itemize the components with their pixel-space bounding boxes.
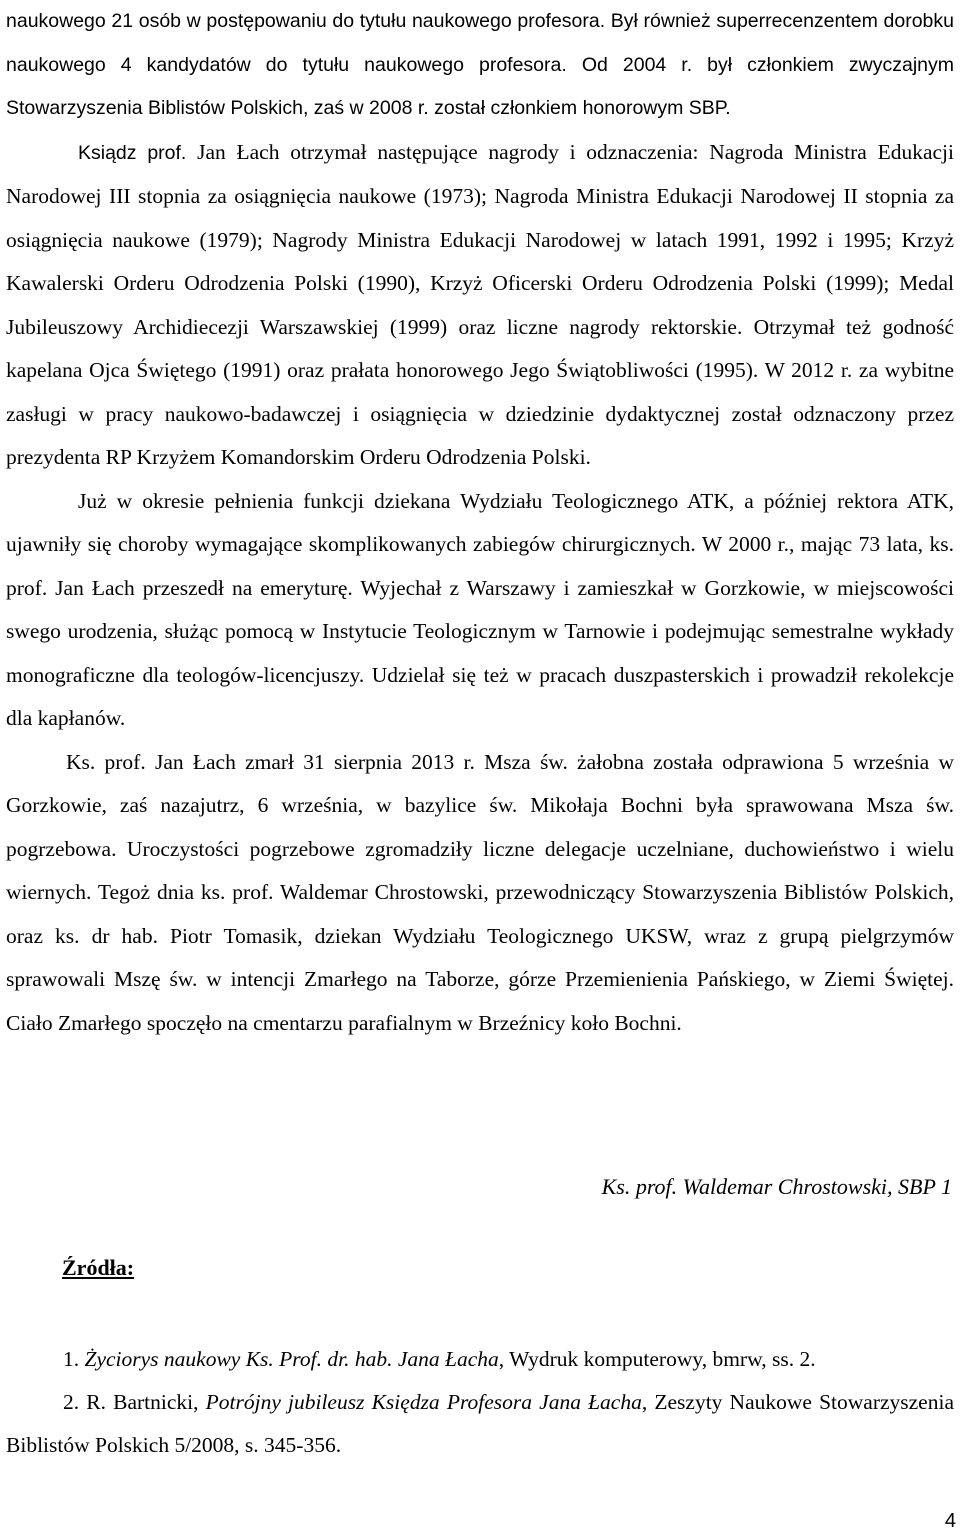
paragraph-retirement: Już w okresie pełnienia funkcji dziekana Wydziału Teologicznego ATK, a później rektora ATK, ujawniły się choroby wymagające skomplikowanych zabiegów chirurgicznych. W 2000 r., mając 73 lata, ks. prof. Jan Łach przeszedł na emeryturę. Wyjechał z Warszawy i zamieszkał w Gorzkowie, w miejscowości swego urodzenia, służąc pomocą w Instytucie Teologicznym w Tarnowie i podejmując semestralne wykłady monograficzne dla teologów-licencjuszy. Udzielał się też w pracach duszpasterskich i prowadził rekolekcje dla kapłanów. [6, 488, 954, 730]
sources-heading: Źródła: [62, 1255, 135, 1280]
awards-text: Jan Łach otrzymał następujące nagrody i odznaczenia: Nagroda Ministra Edukacji Narodowej III stopnia za osiągnięcia naukowe (1973); Nagroda Ministra Edukacji Narodowej II stopnia za osiągnięcia naukowe (1979); Nagrody Ministra Edukacji Narodowej w latach 1991, 1992 i 1995; Krzyż Kawalerski Orderu Odrodzenia Polski (1990), Krzyż Oficerski Orderu Odrodzenia Polski (1999); Medal Jubileuszowy Archidiecezji Warszawskiej (1999) oraz liczne nagrody rektorskie. Otrzymał też godność kapelana Ojca Świętego (1991) oraz prałata honorowego Jego Świątobliwości (1995). W 2012 r. za wybitne zasługi w pracy naukowo-badawczej i osiągnięcia w dziedzinie dydaktycznej został odznaczony przez prezydenta RP Krzyżem Komandorskim Orderu Odrodzenia Polski. [6, 139, 955, 469]
source-2-details: , Zeszyty Naukowe Stowarzyszenia Biblistów Polskich 5/2008, s. 345-356. [6, 1390, 954, 1457]
source-item-1 [6, 1338, 954, 1381]
paragraph-awards [6, 131, 954, 480]
source-2-author: 2. R. Bartnicki, [63, 1390, 206, 1414]
source-1-title: Życiorys naukowy Ks. Prof. dr. hab. Jana Łacha [84, 1347, 499, 1371]
source-item-2 [6, 1381, 954, 1467]
paragraph-death: Ks. prof. Jan Łach zmarł 31 sierpnia 2013 r. Msza św. żałobna została odprawiona 5 września w Gorzkowie, zaś nazajutrz, 6 września, w bazylice św. Mikołaja Bochni była sprawowana Msza św. pogrzebowa. Uroczystości pogrzebowe zgromadziły liczne delegacje uczelniane, duchowieństwo i wielu wiernych. Tegoż dnia ks. prof. Waldemar Chrostowski, przewodniczący Stowarzyszenia Biblistów Polskich, oraz ks. dr hab. Piotr Tomasik, dziekan Wydziału Teologicznego UKSW, wraz z grupą pielgrzymów sprawowali Mszę św. w intencji Zmarłego na Taborze, górze Przemienienia Pańskiego, w Ziemi Świętej. Ciało Zmarłego spoczęło na cmentarzu parafialnym w Brzeźnicy koło Bochni. [6, 749, 954, 1035]
author-signature: Ks. prof. Waldemar Chrostowski, SBP 1 [601, 1174, 952, 1199]
source-1-details: , Wydruk komputerowy, bmrw, ss. 2. [498, 1347, 816, 1371]
page-number: 4 [944, 1510, 956, 1532]
document-page [6, 0, 954, 1045]
source-1-number: 1. [63, 1347, 85, 1371]
sources-list [6, 1338, 954, 1467]
source-2-title: Potrójny jubileusz Księdza Profesora Jana Łacha [205, 1390, 642, 1414]
awards-lead: Ksiądz prof. [78, 141, 187, 164]
paragraph-membership: naukowego 21 osób w postępowaniu do tytułu naukowego profesora. Był również superrecenzentem dorobku naukowego 4 kandydatów do tytułu naukowego profesora. Od 2004 r. był członkiem zwyczajnym Stowarzyszenia Biblistów Polskich, zaś w 2008 r. został członkiem honorowym SBP. [6, 10, 954, 119]
